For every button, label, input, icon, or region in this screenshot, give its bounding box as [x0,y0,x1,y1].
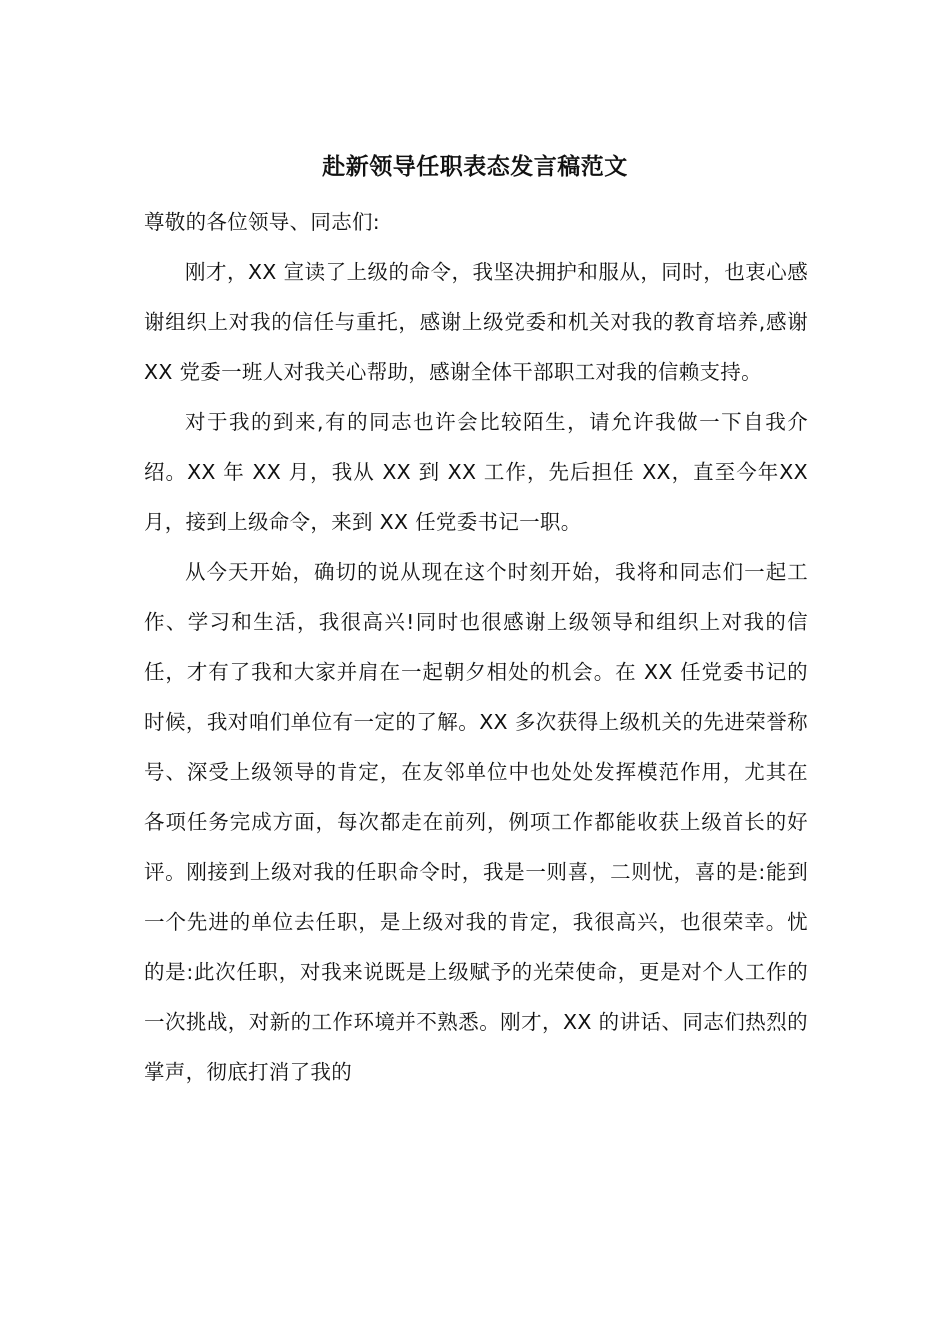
paragraph-1: 刚才，XX 宣读了上级的命令，我坚决拥护和服从，同时，也衷心感谢组织上对我的信任与重托，感谢上级党委和机关对我的教育培养,感谢 XX 党委一班人对我关心帮助，感谢全体干部职工对我的信赖支持。 [144,260,808,384]
paragraph-2: 对于我的到来,有的同志也许会比较陌生，请允许我做一下自我介绍。XX 年 XX 月，我从 XX 到 XX 工作，先后担任 XX，直至今年XX 月，接到上级命令，来到 XX 任党委书记一职。 [144,410,808,534]
paragraph-3: 从今天开始，确切的说从现在这个时刻开始，我将和同志们一起工作、学习和生活，我很高兴!同时也很感谢上级领导和组织上对我的信任，才有了我和大家并肩在一起朝夕相处的机会。在 XX 任党委书记的时候，我对咱们单位有一定的了解。XX 多次获得上级机关的先进荣誉称号、深受上级领导的肯定，在友邻单位中也处处发挥模范作用，尤其在各项任务完成方面，每次都走在前列，例项工作都能收获上级首长的好评。刚接到上级对我的任职命令时，我是一则喜，二则忧，喜的是:能到一个先进的单位去任职，是上级对我的肯定，我很高兴，也很荣幸。忧的是:此次任职，对我来说既是上级赋予的光荣使命，更是对个人工作的一次挑战，对新的工作环境并不熟悉。刚才，XX 的讲话、同志们热烈的掌声，彻底打消了我的 [144,560,808,1084]
document-title: 赴新领导任职表态发言稿范文 [322,154,628,180]
document-body [144,197,808,1097]
salutation: 尊敬的各位领导、同志们: [144,210,381,234]
